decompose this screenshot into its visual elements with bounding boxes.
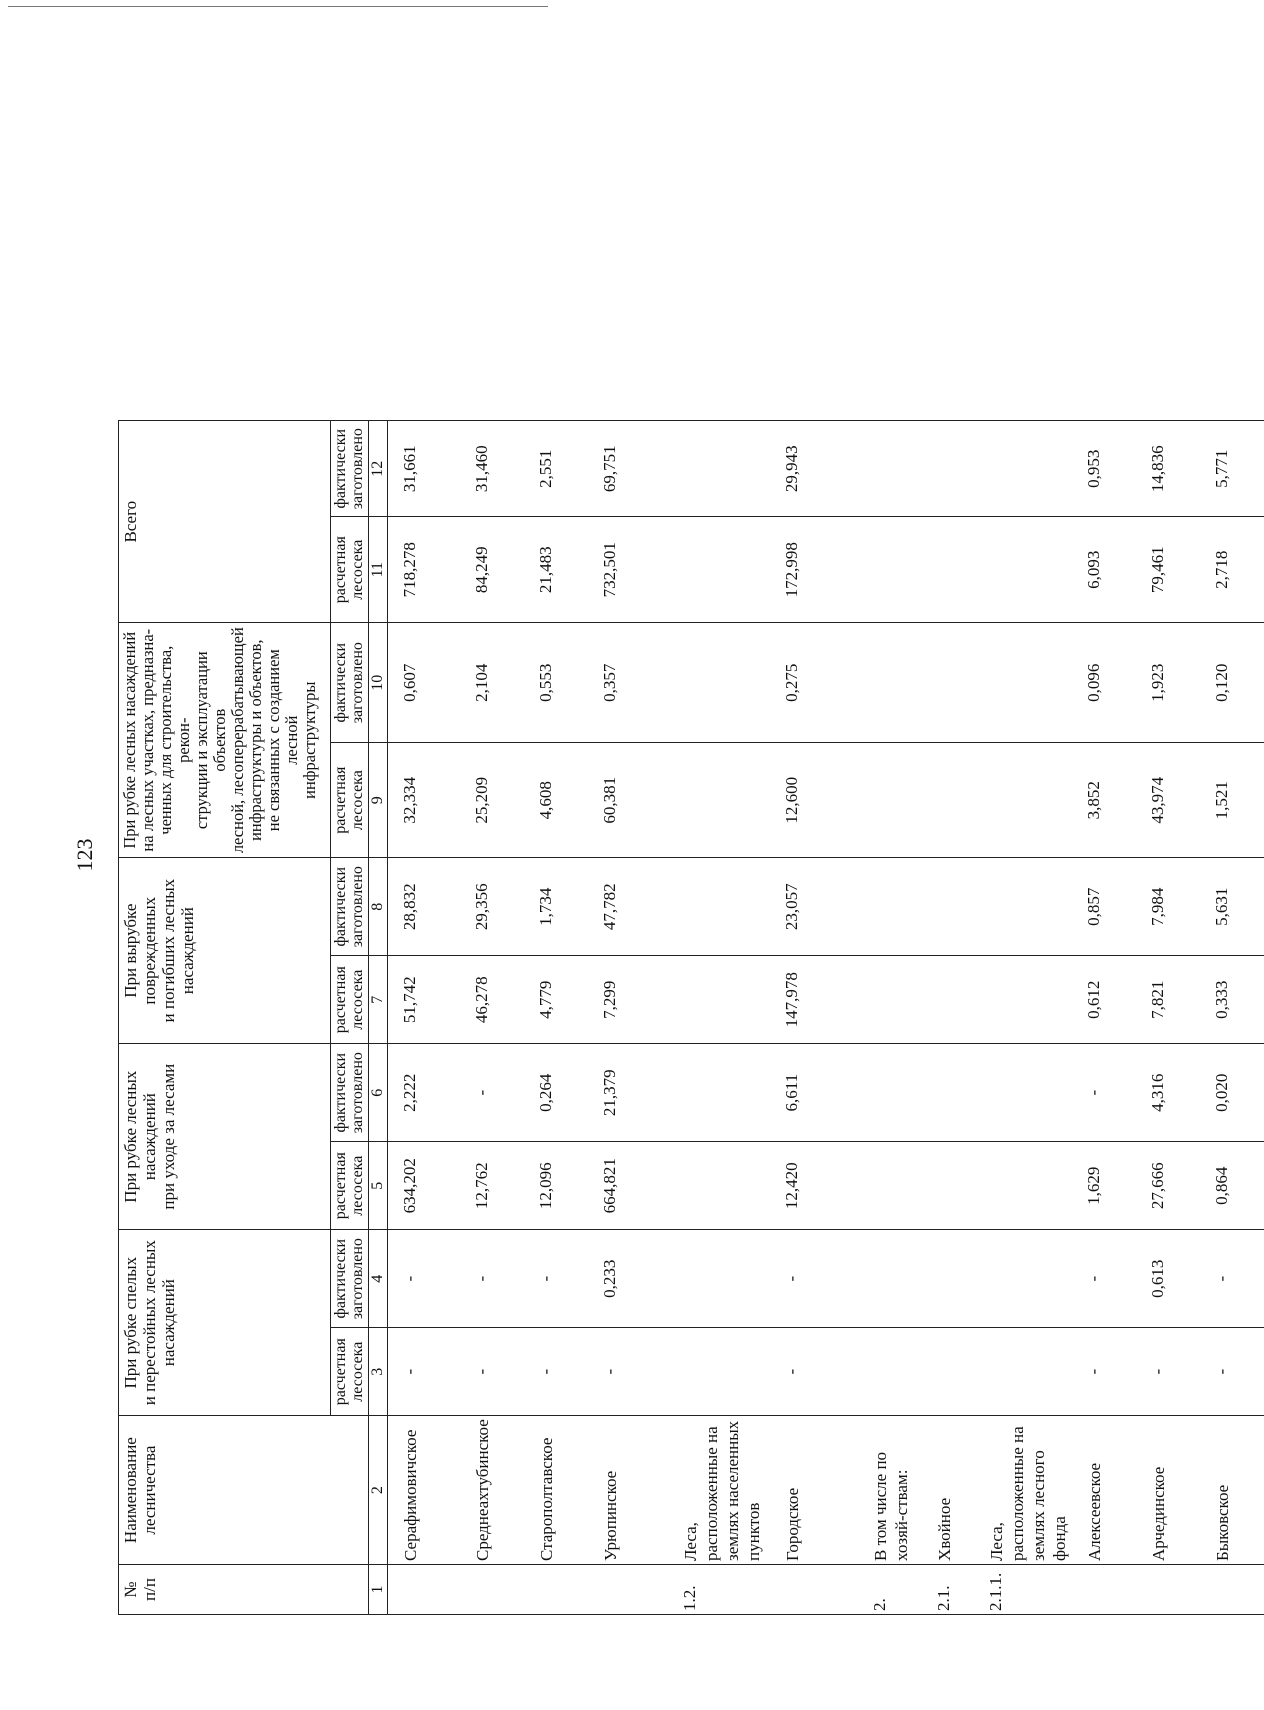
row-number	[1136, 1565, 1200, 1615]
header-infrastructure-logging: При рубке лесных насаждений на лесных участках, предназна- ченных для строительства, рекон- струкции и эксплуатации объектов лесной, лесоперерабатывающей инфраструктуры и объектов, не связанных с созданием лесной инфраструктуры	[119, 623, 331, 858]
table-row	[922, 421, 974, 1615]
value-cell: 60,381	[588, 743, 668, 858]
row-number: 2.	[858, 1565, 922, 1615]
value-cell: -	[524, 1328, 588, 1416]
value-cell	[974, 1142, 1072, 1230]
forestry-name: Леса, расположенные на землях лесного фонда	[974, 1416, 1072, 1565]
value-cell	[858, 1044, 922, 1142]
row-number: 2.1.	[922, 1565, 974, 1615]
subheader-calculated: расчетная лесосека	[331, 517, 369, 623]
value-cell: -	[1136, 1328, 1200, 1416]
value-cell: 12,600	[770, 743, 858, 858]
value-cell	[668, 517, 770, 623]
value-cell	[922, 1328, 974, 1416]
table-row	[668, 421, 770, 1615]
value-cell: -	[460, 1230, 524, 1328]
value-cell	[858, 858, 922, 956]
value-cell	[922, 1142, 974, 1230]
value-cell	[668, 1230, 770, 1328]
value-cell	[974, 743, 1072, 858]
table-row	[524, 421, 588, 1615]
subheader-calculated: расчетная лесосека	[331, 956, 369, 1044]
column-number: 3	[369, 1328, 388, 1416]
value-cell: -	[770, 1230, 858, 1328]
value-cell: 12,420	[770, 1142, 858, 1230]
value-cell	[974, 858, 1072, 956]
value-cell: 51,742	[388, 956, 460, 1044]
value-cell	[922, 743, 974, 858]
value-cell: -	[1072, 1044, 1136, 1142]
value-cell: 21,483	[524, 517, 588, 623]
column-number: 10	[369, 623, 388, 743]
value-cell: 23,057	[770, 858, 858, 956]
row-number	[388, 1565, 460, 1615]
value-cell: 0,857	[1072, 858, 1136, 956]
value-cell: 21,379	[588, 1044, 668, 1142]
value-cell: 718,278	[388, 517, 460, 623]
page-number: 123	[72, 838, 97, 872]
value-cell: 1,629	[1072, 1142, 1136, 1230]
value-cell: 28,832	[388, 858, 460, 956]
forestry-name: В том числе по хозяй-ствам:	[858, 1416, 922, 1565]
value-cell	[858, 743, 922, 858]
column-number: 11	[369, 517, 388, 623]
value-cell: 4,316	[1136, 1044, 1200, 1142]
row-number	[1200, 1565, 1264, 1615]
value-cell	[974, 623, 1072, 743]
value-cell: 5,631	[1200, 858, 1264, 956]
table-row	[460, 421, 524, 1615]
value-cell: -	[1200, 1230, 1264, 1328]
row-number	[460, 1565, 524, 1615]
value-cell: 4,608	[524, 743, 588, 858]
value-cell: 634,202	[388, 1142, 460, 1230]
value-cell: -	[1072, 1328, 1136, 1416]
value-cell: 0,607	[388, 623, 460, 743]
value-cell: 0,020	[1200, 1044, 1264, 1142]
row-number	[588, 1565, 668, 1615]
table-row	[588, 421, 668, 1615]
forestry-name: Хвойное	[922, 1416, 974, 1565]
table-row	[388, 421, 460, 1615]
value-cell: 2,222	[388, 1044, 460, 1142]
value-cell	[668, 421, 770, 517]
value-cell	[668, 1328, 770, 1416]
value-cell	[974, 517, 1072, 623]
forestry-name: Арчединское	[1136, 1416, 1200, 1565]
forestry-name: Урюпинское	[588, 1416, 668, 1565]
value-cell: 0,864	[1200, 1142, 1264, 1230]
column-number: 5	[369, 1142, 388, 1230]
header-number: № п/п	[119, 1565, 369, 1615]
row-number	[1072, 1565, 1136, 1615]
value-cell	[922, 421, 974, 517]
value-cell: 79,461	[1136, 517, 1200, 623]
value-cell: 0,612	[1072, 956, 1136, 1044]
value-cell	[668, 1142, 770, 1230]
value-cell	[858, 1328, 922, 1416]
value-cell: 5,771	[1200, 421, 1264, 517]
value-cell	[922, 858, 974, 956]
value-cell	[922, 623, 974, 743]
subheader-actual: фактически заготовлено	[331, 1230, 369, 1328]
column-number: 7	[369, 956, 388, 1044]
row-number: 2.1.1.	[974, 1565, 1072, 1615]
column-number: 1	[369, 1565, 388, 1615]
value-cell: -	[1200, 1328, 1264, 1416]
forestry-name: Алексеевское	[1072, 1416, 1136, 1565]
table-row	[858, 421, 922, 1615]
value-cell: 2,718	[1200, 517, 1264, 623]
column-number: 12	[369, 421, 388, 517]
value-cell: 46,278	[460, 956, 524, 1044]
column-number: 9	[369, 743, 388, 858]
value-cell: 0,613	[1136, 1230, 1200, 1328]
value-cell	[922, 517, 974, 623]
value-cell	[922, 956, 974, 1044]
forestry-name: Городское	[770, 1416, 858, 1565]
subheader-actual: фактически заготовлено	[331, 623, 369, 743]
value-cell: 664,821	[588, 1142, 668, 1230]
value-cell: 31,661	[388, 421, 460, 517]
value-cell: 6,611	[770, 1044, 858, 1142]
column-number: 2	[369, 1416, 388, 1565]
value-cell: 1,923	[1136, 623, 1200, 743]
value-cell	[974, 1044, 1072, 1142]
value-cell: 47,782	[588, 858, 668, 956]
value-cell	[668, 1044, 770, 1142]
forestry-name: Быковское	[1200, 1416, 1264, 1565]
table-row	[1072, 421, 1136, 1615]
value-cell	[858, 623, 922, 743]
table-row	[1200, 421, 1264, 1615]
value-cell: 172,998	[770, 517, 858, 623]
header-mature-logging: При рубке спелых и перестойных лесных насаждений	[119, 1230, 331, 1416]
value-cell: 69,751	[588, 421, 668, 517]
value-cell: 31,460	[460, 421, 524, 517]
value-cell: 12,762	[460, 1142, 524, 1230]
value-cell: -	[524, 1230, 588, 1328]
subheader-calculated: расчетная лесосека	[331, 1142, 369, 1230]
value-cell: 84,249	[460, 517, 524, 623]
column-number-row	[369, 421, 388, 1615]
value-cell: 3,852	[1072, 743, 1136, 858]
row-number: 1.2.	[668, 1565, 770, 1615]
value-cell	[858, 1230, 922, 1328]
value-cell: 25,209	[460, 743, 524, 858]
subheader-calculated: расчетная лесосека	[331, 743, 369, 858]
table-row	[974, 421, 1072, 1615]
header-care-logging: При рубке лесных насаждений при уходе за лесами	[119, 1044, 331, 1230]
value-cell: 43,974	[1136, 743, 1200, 858]
subheader-actual: фактически заготовлено	[331, 858, 369, 956]
value-cell: 7,299	[588, 956, 668, 1044]
value-cell: 0,233	[588, 1230, 668, 1328]
value-cell: -	[388, 1230, 460, 1328]
value-cell: 0,096	[1072, 623, 1136, 743]
value-cell	[858, 421, 922, 517]
value-cell: 1,734	[524, 858, 588, 956]
forestry-name: Старополтавское	[524, 1416, 588, 1565]
value-cell	[668, 623, 770, 743]
value-cell: 29,356	[460, 858, 524, 956]
value-cell	[974, 421, 1072, 517]
forestry-name: Среднеахтубинское	[460, 1416, 524, 1565]
value-cell: 1,521	[1200, 743, 1264, 858]
value-cell: -	[1072, 1230, 1136, 1328]
value-cell: 4,779	[524, 956, 588, 1044]
value-cell: 732,501	[588, 517, 668, 623]
value-cell	[668, 956, 770, 1044]
column-number: 4	[369, 1230, 388, 1328]
table-row	[770, 421, 858, 1615]
subheader-actual: фактически заготовлено	[331, 421, 369, 517]
value-cell: 6,093	[1072, 517, 1136, 623]
subheader-actual: фактически заготовлено	[331, 1044, 369, 1142]
header-damaged-logging: При вырубке поврежденных и погибших лесных насаждений	[119, 858, 331, 1044]
value-cell: 14,836	[1136, 421, 1200, 517]
value-cell: 0,120	[1200, 623, 1264, 743]
logging-volume-table	[118, 420, 1264, 1615]
value-cell: 0,357	[588, 623, 668, 743]
value-cell	[858, 1142, 922, 1230]
value-cell	[922, 1044, 974, 1142]
value-cell: -	[460, 1328, 524, 1416]
value-cell: 0,275	[770, 623, 858, 743]
row-number	[770, 1565, 858, 1615]
value-cell: 2,104	[460, 623, 524, 743]
table-body	[388, 421, 1264, 1615]
value-cell: 7,984	[1136, 858, 1200, 956]
value-cell	[668, 743, 770, 858]
column-number: 6	[369, 1044, 388, 1142]
forestry-name: Леса, расположенные на землях населенных пунктов	[668, 1416, 770, 1565]
value-cell	[974, 1328, 1072, 1416]
value-cell: -	[388, 1328, 460, 1416]
value-cell	[974, 956, 1072, 1044]
column-number: 8	[369, 858, 388, 956]
value-cell: 0,333	[1200, 956, 1264, 1044]
value-cell: 29,943	[770, 421, 858, 517]
value-cell	[668, 858, 770, 956]
value-cell	[974, 1230, 1072, 1328]
row-number	[524, 1565, 588, 1615]
value-cell: 7,821	[1136, 956, 1200, 1044]
value-cell	[922, 1230, 974, 1328]
value-cell: 2,551	[524, 421, 588, 517]
value-cell: -	[588, 1328, 668, 1416]
value-cell: 27,666	[1136, 1142, 1200, 1230]
value-cell	[858, 956, 922, 1044]
value-cell: 0,264	[524, 1044, 588, 1142]
header-total: Всего	[119, 421, 331, 623]
value-cell: -	[770, 1328, 858, 1416]
value-cell: 32,334	[388, 743, 460, 858]
value-cell: -	[460, 1044, 524, 1142]
value-cell: 0,553	[524, 623, 588, 743]
table-row	[1136, 421, 1200, 1615]
value-cell: 12,096	[524, 1142, 588, 1230]
header-forestry-name: Наименование лесничества	[119, 1416, 369, 1565]
value-cell	[858, 517, 922, 623]
forestry-name: Серафимовичское	[388, 1416, 460, 1565]
value-cell: 147,978	[770, 956, 858, 1044]
subheader-calculated: расчетная лесосека	[331, 1328, 369, 1416]
value-cell: 0,953	[1072, 421, 1136, 517]
